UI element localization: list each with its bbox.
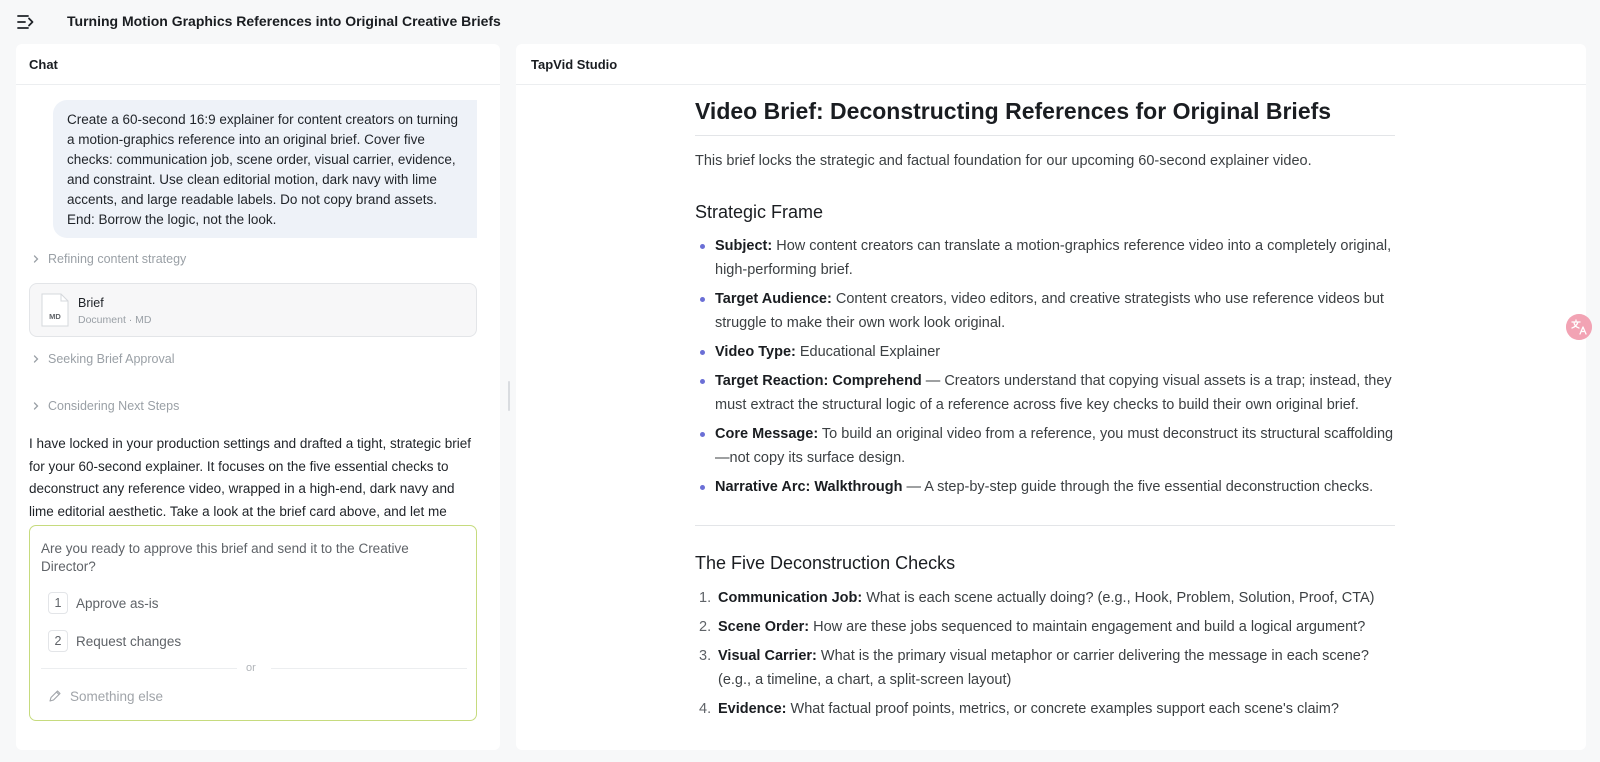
step-label: Considering Next Steps — [48, 399, 180, 413]
list-item: 1. Communication Job: What is each scene actually doing? (e.g., Hook, Problem, Solution, Proof, CTA) — [699, 590, 1375, 606]
option-number: 2 — [48, 630, 68, 652]
document-title: Video Brief: Deconstructing References for Original Briefs — [695, 98, 1332, 124]
list-item: Core Message: To build an original video from a reference, you must deconstruct its structural scaffolding—not copy its surface design. — [695, 422, 1395, 470]
chat-header — [16, 44, 500, 85]
section-heading-strategic: Strategic Frame — [695, 202, 824, 222]
markdown-file-icon — [41, 293, 69, 327]
assistant-message: I have locked in your production settings and drafted a tight, strategic brief for your 60-second explainer. It focuses on the five essential checks to deconstruct any reference video, wrapped in a high-end, dark navy and lime editorial aesthetic. Take a look at the brief card above, and let me — [29, 436, 472, 519]
studio-header — [516, 44, 1586, 85]
chevron-right-icon — [30, 400, 42, 412]
something-else-input[interactable] — [48, 686, 163, 706]
list-item: Video Type: Educational Explainer — [695, 340, 1395, 364]
something-else-placeholder: Something else — [70, 688, 164, 704]
option-approve[interactable] — [48, 592, 159, 614]
brief-attachment-card[interactable] — [29, 283, 477, 337]
divider-line — [41, 668, 237, 669]
option-label: Approve as-is — [76, 595, 159, 611]
divider-line — [271, 668, 467, 669]
strategic-frame-list — [695, 234, 1395, 504]
user-message: Create a 60-second 16:9 explainer for content creators on turning a motion-graphics reference into an original brief. Cover five checks: communication job, scene order, visual carrier, evidence, and constraint. Use clean editorial motion, dark navy with lime accents, and large readable labels. Do not copy brand assets. End: Borrow the logic, not the look. — [53, 100, 477, 238]
list-item: Target Audience: Content creators, video editors, and creative strategists who use reference videos but struggle to make their own work look original. — [695, 287, 1395, 335]
approval-prompt — [29, 525, 477, 721]
page-title: Turning Motion Graphics References into Original Creative Briefs — [67, 13, 501, 29]
chat-panel — [16, 44, 500, 750]
section-divider — [695, 525, 1395, 526]
step-next-steps[interactable] — [30, 397, 179, 415]
deconstruction-checks-list — [695, 586, 1395, 726]
option-number: 1 — [48, 592, 68, 614]
step-label: Seeking Brief Approval — [48, 352, 175, 366]
pencil-icon — [48, 689, 62, 703]
list-item: Subject: How content creators can translate a motion-graphics reference video into a completely original, high-performing brief. — [695, 234, 1395, 282]
document-intro: This brief locks the strategic and factual foundation for our upcoming 60-second explainer video. — [695, 153, 1312, 169]
panel-resize-handle[interactable] — [508, 381, 510, 411]
section-heading-checks: The Five Deconstruction Checks — [695, 553, 956, 573]
list-item: Target Reaction: Comprehend — Creators understand that copying visual assets is a trap; instead, they must extract the structural logic of a reference across five key checks to build their own original brief. — [695, 369, 1395, 417]
sidebar-toggle-icon[interactable] — [16, 12, 36, 32]
step-refining[interactable] — [30, 250, 186, 268]
list-item: 3. Visual Carrier: What is the primary visual metaphor or carrier delivering the message in each scene? (e.g., a timeline, a chart, a split-screen layout) — [699, 648, 1369, 688]
attachment-meta: Document · MD — [78, 314, 152, 326]
step-seeking-approval[interactable] — [30, 350, 174, 368]
chat-panel-title: Chat — [29, 57, 58, 72]
chevron-right-icon — [30, 253, 42, 265]
chevron-right-icon — [30, 353, 42, 365]
top-bar — [0, 0, 1600, 44]
translate-icon[interactable] — [1566, 314, 1592, 340]
attachment-name: Brief — [78, 296, 104, 310]
list-item: Narrative Arc: Walkthrough — A step-by-step guide through the five essential deconstruction checks. — [695, 475, 1395, 499]
option-request-changes[interactable] — [48, 630, 181, 652]
or-text: or — [246, 662, 256, 674]
title-divider — [695, 135, 1395, 136]
list-item: 2. Scene Order: How are these jobs sequenced to maintain engagement and build a logical argument? — [699, 619, 1366, 635]
step-label: Refining content strategy — [48, 252, 187, 266]
studio-panel — [516, 44, 1586, 750]
studio-panel-title: TapVid Studio — [531, 57, 618, 72]
file-badge-text: MD — [49, 312, 61, 321]
list-item: 4. Evidence: What factual proof points, metrics, or concrete examples support each scene's claim? — [699, 701, 1339, 717]
option-label: Request changes — [76, 633, 182, 649]
or-divider — [41, 662, 467, 674]
approval-question: Are you ready to approve this brief and send it to the Creative Director? — [41, 541, 409, 574]
